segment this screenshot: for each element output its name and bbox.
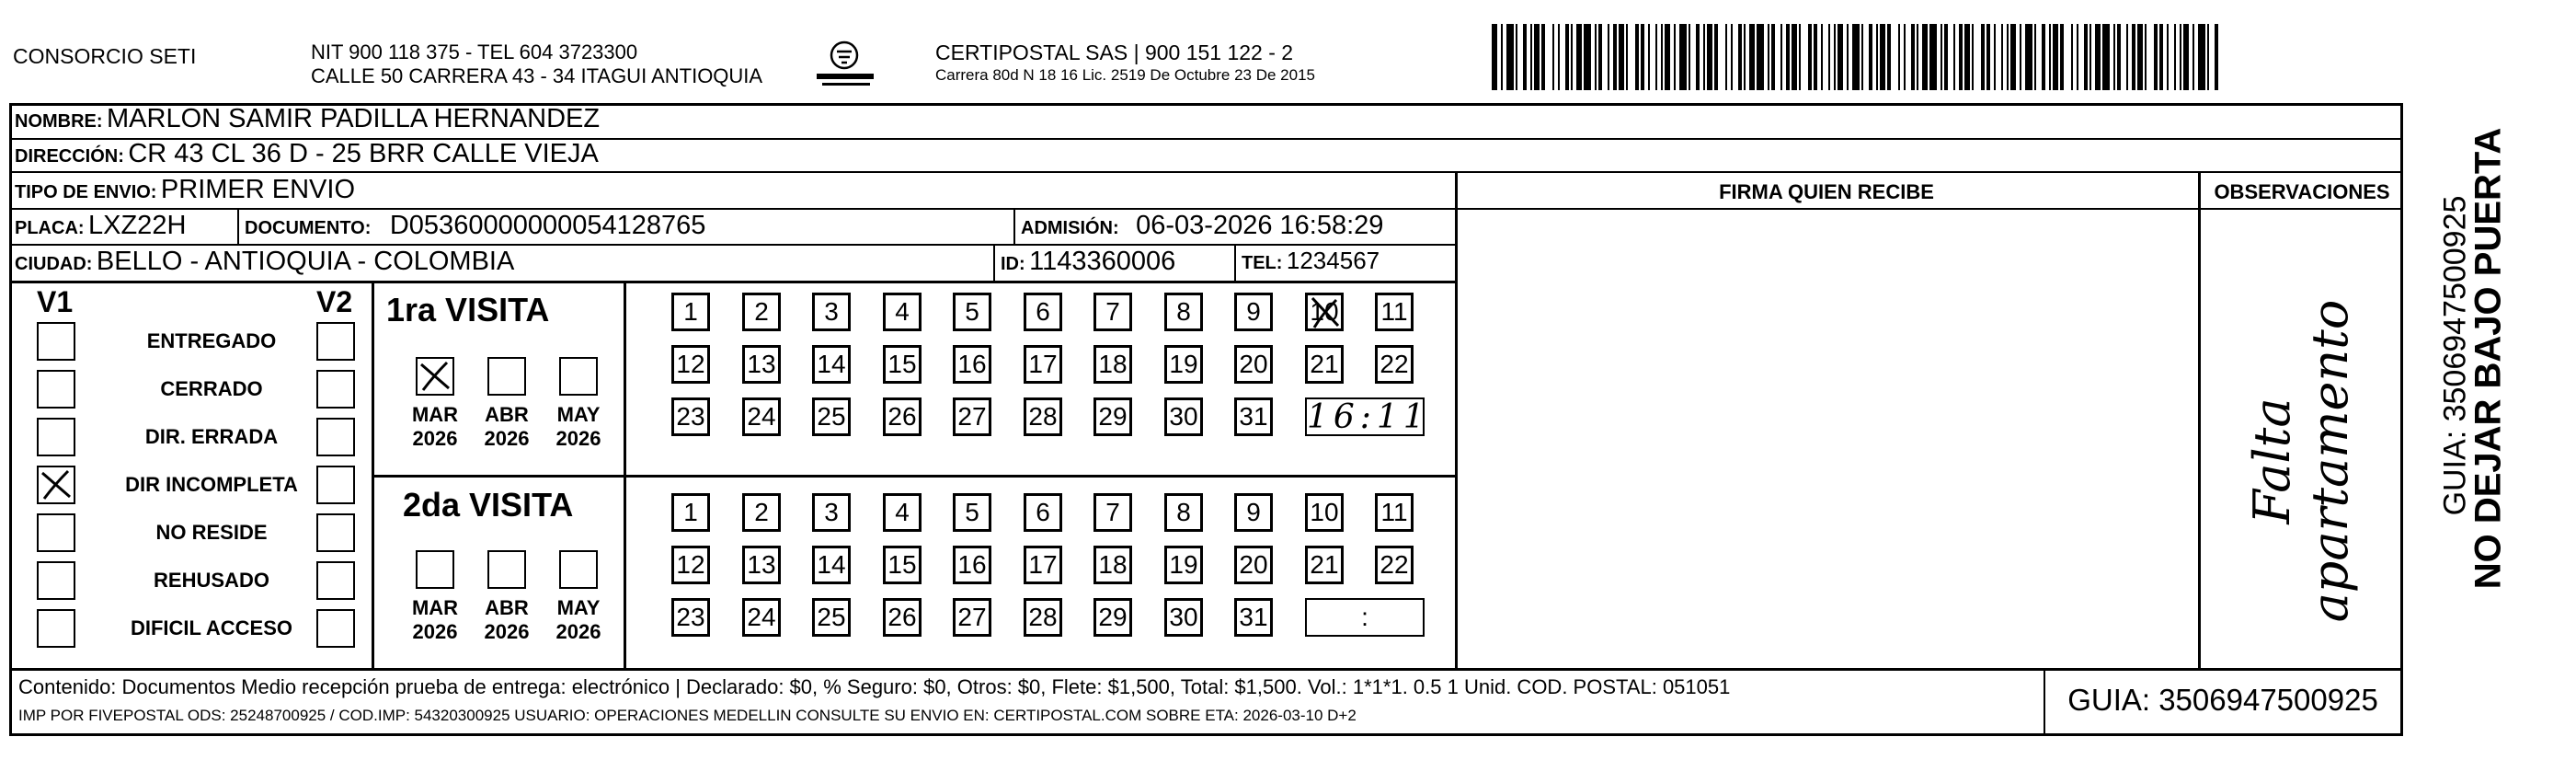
firma-column-divider — [1455, 171, 1458, 668]
day-box[interactable]: 6 — [1024, 493, 1062, 532]
id-value: 1143360006 — [1029, 247, 1176, 276]
v2-checkbox[interactable] — [316, 609, 355, 648]
admision-value: 06-03-2026 16:58:29 — [1136, 211, 1384, 240]
barcode-bar — [1801, 24, 1808, 90]
day-box[interactable]: 27 — [953, 397, 991, 436]
footer-contenido: Contenido: Documentos Medio recepción prueba de entrega: electrónico | Declarado: $0, % Seguro: $0, Otros: $0, Flete: $1,500, Total: $1,500. Vol.: 1*1*1. 0.5 1 Unid. COD. POSTAL: 051051 — [18, 675, 1731, 698]
firma-header: FIRMA QUIEN RECIBE — [1719, 180, 1934, 203]
day-box[interactable]: 10 — [1305, 493, 1344, 532]
nit-line: NIT 900 118 375 - TEL 604 3723300 — [311, 40, 638, 63]
day-box[interactable]: 23 — [671, 397, 710, 436]
month-year: 2026 — [555, 620, 601, 643]
id-field — [1001, 247, 1175, 277]
first-visit-title: 1ra VISITA — [386, 291, 550, 328]
day-box[interactable]: 21 — [1305, 345, 1344, 384]
barcode-bar — [1891, 24, 1898, 90]
day-box[interactable]: 14 — [812, 546, 851, 584]
month-label — [403, 403, 467, 451]
month-year: 2026 — [484, 620, 530, 643]
day-box[interactable]: 31 — [1234, 598, 1273, 637]
day-box[interactable]: 4 — [883, 493, 922, 532]
documento-field — [245, 211, 705, 241]
visit-divider — [372, 475, 1455, 478]
v1-checkbox[interactable] — [37, 418, 75, 456]
barcode-bar — [1757, 24, 1764, 90]
row-divider — [11, 244, 1455, 246]
v1-checkbox[interactable] — [37, 322, 75, 361]
month-name: MAR — [411, 596, 459, 619]
day-box[interactable]: 7 — [1093, 293, 1132, 331]
day-box[interactable]: 8 — [1164, 293, 1203, 331]
month-name: ABR — [485, 596, 529, 619]
footer-imp: IMP POR FIVEPOSTAL ODS: 25248700925 / COD.IMP: 54320300925 USUARIO: OPERACIONES MEDELLIN CONSULTE SU ENVIO EN: CERTIPOSTAL.COM SOBRE ETA: 2026-03-10 D+2 — [18, 707, 1357, 724]
day-box[interactable]: 20 — [1234, 546, 1273, 584]
barcode-bar — [2102, 24, 2110, 90]
day-box[interactable]: 16 — [953, 546, 991, 584]
day-box[interactable]: 12 — [671, 546, 710, 584]
admision-field — [1021, 211, 1383, 241]
day-box[interactable]: 4 — [883, 293, 922, 331]
documento-label: DOCUMENTO: — [245, 218, 372, 238]
cell-divider — [1013, 208, 1015, 245]
documento-value: D05360000000054128765 — [389, 211, 706, 240]
barcode-bar — [2198, 24, 2205, 90]
day-box[interactable]: 11 — [1375, 293, 1414, 331]
day-box[interactable]: 25 — [812, 598, 851, 637]
day-box[interactable]: 10 — [1305, 293, 1344, 331]
v2-header: V2 — [316, 285, 353, 318]
month-label — [475, 403, 539, 451]
direccion-value: CR 43 CL 36 D - 25 BRR CALLE VIEJA — [128, 139, 599, 168]
placa-label: PLACA: — [15, 218, 85, 238]
status-label: DIR INCOMPLETA — [125, 473, 298, 496]
tel-value: 1234567 — [1286, 247, 1380, 274]
day-box[interactable]: 18 — [1093, 546, 1132, 584]
day-box[interactable]: 2 — [742, 293, 781, 331]
day-box[interactable]: 3 — [812, 293, 851, 331]
section-top-border — [11, 281, 1455, 283]
placa-field — [15, 211, 186, 241]
cell-divider — [1234, 244, 1236, 281]
barcode-bar — [1974, 24, 1981, 90]
no-dejar-text: NO DEJAR BAJO PUERTA — [2467, 127, 2509, 590]
barcode-bar — [1584, 24, 1591, 90]
day-box[interactable]: 19 — [1164, 345, 1203, 384]
tipo-label: TIPO DE ENVIO: — [15, 182, 157, 202]
day-box[interactable]: 13 — [742, 546, 781, 584]
day-box[interactable]: 20 — [1234, 345, 1273, 384]
month-checkbox[interactable] — [416, 357, 454, 396]
observation-text: Falta apartamento — [2243, 299, 2359, 623]
day-box[interactable]: 29 — [1093, 598, 1132, 637]
month-label — [546, 403, 611, 451]
month-label — [546, 596, 611, 644]
handwritten-observation — [2200, 210, 2402, 666]
barcode-bar — [1628, 24, 1635, 90]
cell-divider — [993, 244, 995, 281]
v2-checkbox[interactable] — [316, 370, 355, 409]
v2-checkbox[interactable] — [316, 561, 355, 600]
v2-checkbox[interactable] — [316, 322, 355, 361]
v1-checkbox[interactable] — [37, 513, 75, 552]
direccion-label: DIRECCIÓN: — [15, 146, 124, 167]
barcode-bar — [1545, 24, 1552, 90]
guia-vertical-text: GUIA: 3506947500925 — [2437, 195, 2473, 516]
admision-label: ADMISIÓN: — [1021, 218, 1119, 238]
time-value: : — [1361, 603, 1368, 631]
day-box[interactable]: 27 — [953, 598, 991, 637]
day-box[interactable]: 16 — [953, 345, 991, 384]
status-label: CERRADO — [160, 377, 263, 400]
barcode-bar — [2147, 24, 2154, 90]
day-box[interactable]: 12 — [671, 345, 710, 384]
day-box[interactable]: 23 — [671, 598, 710, 637]
day-box[interactable]: 17 — [1024, 345, 1062, 384]
day-box[interactable]: 18 — [1093, 345, 1132, 384]
time-value: 16:11 — [1307, 398, 1430, 436]
day-box[interactable]: 17 — [1024, 546, 1062, 584]
barcode-bar — [2025, 24, 2032, 90]
v1-checkbox[interactable] — [37, 466, 75, 504]
day-box[interactable]: 29 — [1093, 397, 1132, 436]
month-checkbox[interactable] — [487, 357, 526, 396]
v1-checkbox[interactable] — [37, 370, 75, 409]
ciudad-label: CIUDAD: — [15, 254, 93, 274]
nombre-label: NOMBRE: — [15, 111, 103, 132]
status-label: NO RESIDE — [155, 521, 268, 544]
day-box[interactable]: 21 — [1305, 546, 1344, 584]
second-visit-title: 2da VISITA — [403, 486, 574, 524]
day-box[interactable]: 1 — [671, 493, 710, 532]
day-box[interactable]: 31 — [1234, 397, 1273, 436]
month-label — [475, 596, 539, 644]
v2-checkbox[interactable] — [316, 513, 355, 552]
day-box[interactable]: 8 — [1164, 493, 1203, 532]
barcode-bar — [1506, 24, 1514, 90]
month-checkbox[interactable] — [487, 550, 526, 589]
footer-guia: GUIA: 3506947500925 — [2067, 683, 2378, 717]
placa-value: LXZ22H — [88, 211, 187, 240]
ciudad-field — [15, 247, 514, 277]
ciudad-value: BELLO - ANTIOQUIA - COLOMBIA — [96, 247, 515, 276]
cell-divider — [237, 208, 239, 245]
company-name: CONSORCIO SETI — [13, 44, 197, 68]
status-label: DIFICIL ACCESO — [130, 616, 292, 639]
day-box[interactable]: 15 — [883, 546, 922, 584]
month-year: 2026 — [555, 427, 601, 450]
day-box[interactable]: 14 — [812, 345, 851, 384]
day-box[interactable]: 6 — [1024, 293, 1062, 331]
tipo-value: PRIMER ENVIO — [160, 175, 356, 204]
month-name: MAY — [556, 403, 601, 426]
month-year: 2026 — [484, 427, 530, 450]
day-box[interactable]: 3 — [812, 493, 851, 532]
barcode-bar — [1929, 24, 1937, 90]
v2-checkbox[interactable] — [316, 466, 355, 504]
day-box[interactable]: 28 — [1024, 397, 1062, 436]
barcode — [1492, 24, 2224, 90]
v1-checkbox[interactable] — [37, 609, 75, 648]
day-box[interactable]: 7 — [1093, 493, 1132, 532]
month-label — [403, 596, 467, 644]
month-year: 2026 — [412, 620, 458, 643]
time-box[interactable] — [1305, 598, 1425, 637]
day-box[interactable]: 2 — [742, 493, 781, 532]
day-box[interactable]: 1 — [671, 293, 710, 331]
day-box[interactable]: 5 — [953, 293, 991, 331]
day-box[interactable]: 25 — [812, 397, 851, 436]
day-box[interactable]: 24 — [742, 598, 781, 637]
barcode-bar — [2215, 24, 2218, 90]
status-label: DIR. ERRADA — [144, 425, 279, 448]
barcode-bar — [1852, 24, 1860, 90]
month-checkbox[interactable] — [559, 357, 598, 396]
month-checkbox[interactable] — [559, 550, 598, 589]
day-box[interactable]: 30 — [1164, 598, 1203, 637]
month-checkbox[interactable] — [416, 550, 454, 589]
month-name: MAR — [411, 403, 459, 426]
id-label: ID: — [1001, 254, 1025, 274]
barcode-bar — [2064, 24, 2071, 90]
day-box[interactable]: 24 — [742, 397, 781, 436]
month-name: MAY — [556, 596, 601, 619]
day-box[interactable]: 30 — [1164, 397, 1203, 436]
v1-header: V1 — [37, 285, 74, 318]
status-label: REHUSADO — [154, 569, 269, 592]
signature-area[interactable] — [1459, 210, 2196, 666]
observaciones-header: OBSERVACIONES — [2214, 180, 2390, 203]
day-box[interactable]: 15 — [883, 345, 922, 384]
address-line: CALLE 50 CARRERA 43 - 34 ITAGUI ANTIOQUIA — [311, 64, 763, 87]
nombre-field — [15, 104, 600, 134]
day-box[interactable]: 22 — [1375, 345, 1414, 384]
day-box[interactable]: 22 — [1375, 546, 1414, 584]
day-box[interactable]: 26 — [883, 598, 922, 637]
barcode-bar — [1679, 24, 1687, 90]
day-box[interactable]: 26 — [883, 397, 922, 436]
row-divider — [11, 171, 2402, 173]
day-box[interactable]: 11 — [1375, 493, 1414, 532]
month-name: ABR — [485, 403, 529, 426]
day-box[interactable]: 5 — [953, 493, 991, 532]
barcode-bar — [1718, 24, 1725, 90]
status-label: ENTREGADO — [146, 329, 277, 352]
v2-checkbox[interactable] — [316, 418, 355, 456]
certipostal-line: CERTIPOSTAL SAS | 900 151 122 - 2 — [935, 40, 1294, 64]
tipo-field — [15, 175, 355, 205]
day-box[interactable]: 19 — [1164, 546, 1203, 584]
tel-field — [1242, 247, 1380, 275]
tel-label: TEL: — [1242, 253, 1283, 273]
direccion-field — [15, 139, 599, 169]
license-line: Carrera 80d N 18 16 Lic. 2519 De Octubre 23 De 2015 — [935, 66, 1315, 84]
day-box[interactable]: 9 — [1234, 293, 1273, 331]
side-text — [2408, 103, 2573, 655]
nombre-value: MARLON SAMIR PADILLA HERNANDEZ — [107, 104, 601, 133]
day-box[interactable]: 9 — [1234, 493, 1273, 532]
month-year: 2026 — [412, 427, 458, 450]
time-box[interactable] — [1305, 397, 1430, 436]
day-box[interactable]: 28 — [1024, 598, 1062, 637]
day-box[interactable]: 13 — [742, 345, 781, 384]
v1-checkbox[interactable] — [37, 561, 75, 600]
certipostal-logo — [813, 39, 896, 90]
